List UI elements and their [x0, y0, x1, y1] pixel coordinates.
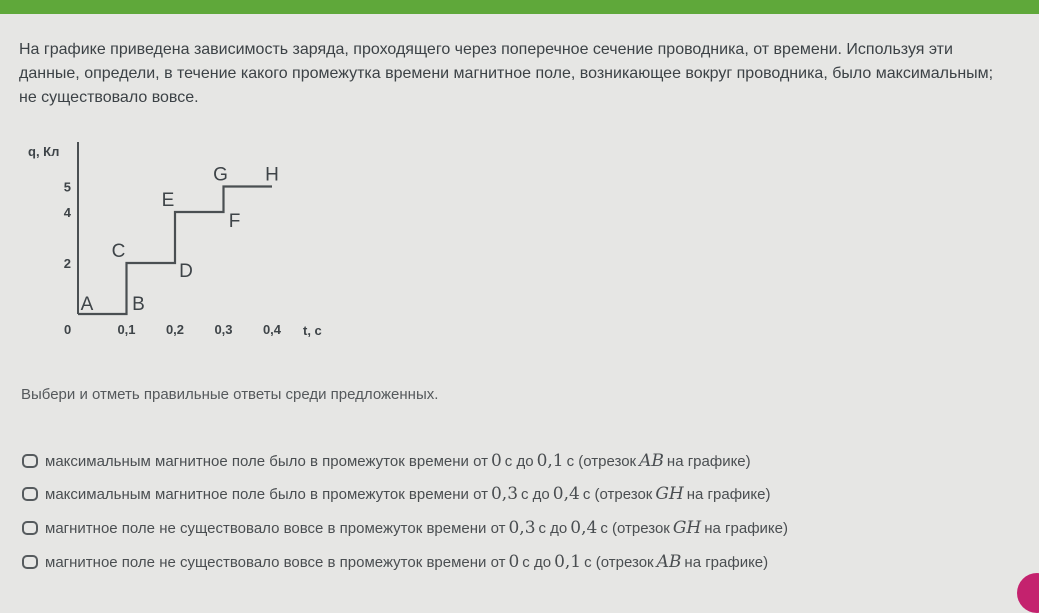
y-tick-label: 5: [63, 179, 71, 195]
math-value: 0,3: [508, 518, 536, 538]
x-axis-label: t, с: [303, 323, 322, 338]
checkbox[interactable]: [22, 555, 38, 569]
point-label-a: A: [80, 294, 94, 315]
task-text: На графике приведена зависимость заряда, проходящего через поперечное сечение проводника, от времени. Используя эти данные, определи, в течение какого промежутка времени магнитное поле, возникающее вокруг проводника, было максимальным; не существовало вовсе.: [19, 41, 994, 106]
answer-option-4[interactable]: [22, 550, 768, 574]
x-tick-label: 0,3: [214, 322, 233, 337]
math-value: 0,1: [536, 451, 564, 471]
math-value: 0,1: [554, 552, 582, 572]
option-text: на графике): [686, 485, 771, 503]
checkbox[interactable]: [22, 454, 38, 468]
option-text: с (отрезок: [584, 553, 654, 571]
charge-time-chart: [20, 130, 340, 345]
y-axis-label: q, Кл: [28, 144, 60, 159]
option-text: с (отрезок: [600, 519, 670, 537]
checkbox[interactable]: [22, 487, 38, 501]
option-text: с (отрезок: [582, 485, 653, 503]
option-text: магнитное поле не существовало вовсе в промежуток времени от: [45, 519, 506, 537]
math-value: 0: [490, 451, 502, 471]
chart-series: [78, 187, 272, 315]
point-label-h: H: [265, 164, 279, 186]
option-text: на графике): [666, 452, 751, 470]
corner-badge: [1017, 573, 1039, 613]
option-text: с до: [522, 553, 552, 571]
math-value: 0,4: [552, 484, 580, 504]
y-tick-label: 2: [63, 256, 71, 271]
instruction-text: Выбери и отметь правильные ответы среди предложенных.: [21, 386, 439, 403]
top-accent-bar: [0, 0, 1039, 14]
option-text: с до: [521, 485, 550, 503]
point-label-f: F: [228, 211, 241, 232]
point-label-d: D: [179, 261, 193, 282]
option-text: с (отрезок: [566, 452, 637, 470]
answer-option-2[interactable]: [22, 482, 771, 506]
math-segment: AB: [656, 552, 682, 572]
point-label-e: E: [161, 190, 175, 211]
x-tick-label: 0,2: [165, 322, 185, 337]
option-text: с до: [538, 519, 568, 537]
point-label-g: G: [213, 164, 228, 186]
option-text: максимальным магнитное поле было в промежуток времени от: [45, 485, 488, 503]
x-tick-label: 0,1: [117, 322, 136, 337]
answer-option-3[interactable]: [22, 516, 788, 540]
math-segment: GH: [672, 518, 702, 538]
checkbox[interactable]: [22, 521, 38, 535]
option-text: на графике): [684, 553, 769, 571]
q-vs-t-line: [78, 187, 272, 315]
y-tick-label: 4: [63, 205, 71, 220]
math-segment: AB: [639, 451, 664, 471]
math-value: 0: [508, 552, 520, 572]
x-tick-label: 0,4: [262, 322, 282, 337]
math-value: 0,4: [570, 518, 598, 538]
option-text: магнитное поле не существовало вовсе в промежуток времени от: [45, 553, 506, 571]
option-text: максимальным магнитное поле было в промежуток времени от: [45, 452, 488, 470]
option-text: на графике): [704, 519, 788, 537]
math-value: 0,3: [490, 484, 519, 504]
option-text: с до: [504, 452, 534, 470]
answer-option-1[interactable]: [22, 449, 751, 473]
point-label-c: C: [111, 241, 126, 262]
origin-label: 0: [64, 322, 72, 337]
point-label-b: B: [132, 294, 145, 315]
math-segment: GH: [655, 484, 684, 504]
